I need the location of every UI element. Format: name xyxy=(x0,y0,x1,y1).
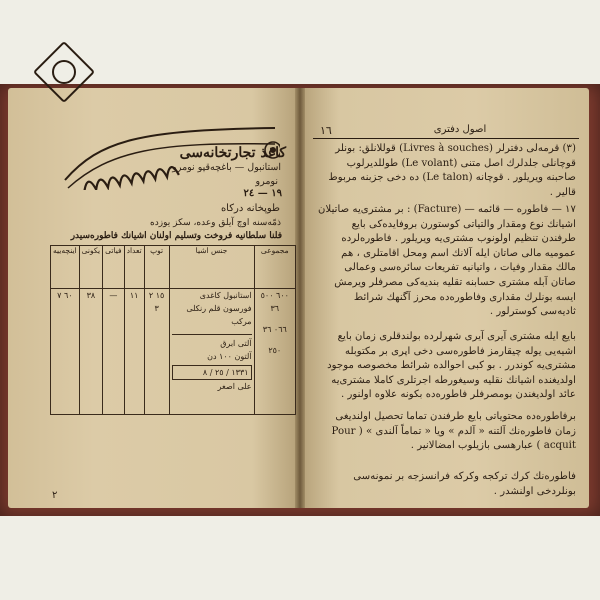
amount: ٠٦٦ ٣٦ xyxy=(262,325,287,335)
table-cell xyxy=(169,289,254,415)
table-header: تعداد xyxy=(124,246,144,289)
company-title: كاغذ تجارتخانه‌سی xyxy=(179,145,286,161)
table-row xyxy=(51,289,296,415)
table-header: یکونی xyxy=(79,246,102,289)
table-cell: ٣٨ xyxy=(79,289,102,415)
page-number-left: ٢ xyxy=(52,490,58,501)
running-head: اصول دفتری xyxy=(433,124,487,135)
paragraph-final: فاطوره‌نك كرك ترکجه وکرکه فرانسزجه بر نمونه‌سی بونلردخی اولنشدر . xyxy=(353,471,576,497)
paragraph-17-invoice: ١٧ — فاطوره — قائمه — (Facture) : بر مشتری‌یه صاتیلان اشیانك نوع ومقدار والتیاتی کوستورن بروفایده‌کی بایع طرفندن تنظیم اولونوب مشتری‌یه ويريلور . فاطوره‌لرده عمومیه مالی صاتان ایله آلانك اسم ومحل اقامتلری ، هم مالك مقدار وفیات ، واتیانیه تفریعات سائره‌سی وعمالی صاتان آبله مشتری حسابنه تقلیه بندیه‌کی مصرفلر ويرمش ايسه بونلرك مقداری وفاطوره‌ده محرز آگنهك شرائط ثادیه‌سی کوسترلور . xyxy=(318,204,576,318)
book-gutter xyxy=(295,88,305,508)
page-number-right: ١٦ xyxy=(320,124,332,137)
table-cell xyxy=(254,289,295,415)
paragraph-3: (٣) قرمه‌لی دفترلر (Livres à souches) قوللانلق: بونلر قوچانلی جلدلرك اصل متنی (Le volant) طوللدیرلوب صاحبنه ويريلور . قوچانه (Le talon) ده دخی جزبنه مربوط قالیر . xyxy=(328,143,576,198)
table-header: فیاتی xyxy=(103,246,124,289)
amount: ٦٠٠ ٥٠٠ ٣٦ xyxy=(260,291,289,314)
address-line: استانبول — باغچه‌قپو نومرو xyxy=(172,162,281,173)
table-header: اینچه‌ییه xyxy=(51,246,80,289)
note: آلتون ١٠٠ دن xyxy=(207,352,252,362)
note: علی اصغر xyxy=(217,382,252,392)
table-cell: ١٥ ٢ ٣ xyxy=(144,289,169,415)
order-line: فلنا سلطانیه فروخت وتسلیم اولنان اشيانك فاطوره‌سیدر xyxy=(70,231,282,241)
table-header: توپ xyxy=(144,246,169,289)
item-list: استانبول کاغدی فورسون قلم رنکلی مرکب xyxy=(186,291,252,327)
table-header-row xyxy=(51,246,296,289)
total-amount: ٢٥٠ xyxy=(268,346,282,356)
table-cell: — xyxy=(103,289,124,415)
invoice-table xyxy=(50,245,296,415)
customer-line: طوپخانه درکاه xyxy=(220,203,280,214)
paragraph-invoice-receipt: برفاطوره‌ده محتویاتی بایع طرفندن تماما تحصیل اولندیغی زمان فاطوره‌نك آلتنه « آلدم » ویا « تماماً آلندی » ( Pour acquit ) عبارهسی بازیلوب امضالانیر . xyxy=(331,411,576,452)
table-header: جنس اشیا xyxy=(169,246,254,289)
table-cell: ٦٠ ٧ xyxy=(51,289,80,415)
paragraph-buyer: بايع ايله مشتری آیری آیری شهرلرده بولندقلری زمان بايع اشیه‌یی یوله چیقارمز فاطوره‌سی دخی اپری بر مکتوبله مشتری‌یه کوندرر . بو کبی احوالده شرائط مخصوصه موجود اولدیغنده اشیانك نقلیه وسیغورطه اجرتلری کاملا مشتری‌یه عائد اولدیغندن بومصرفلر فاطوره‌ده بکونه علاوه اولنور . xyxy=(327,331,576,401)
table-header: مجموعی xyxy=(254,246,295,289)
table-cell: ١١ xyxy=(124,289,144,415)
note: ١٣٣١ / ٢٥ / ٨ xyxy=(172,365,252,380)
number-line: نومرو xyxy=(255,176,278,187)
terms-line: ذمّه‌سنه اوچ آیلق وعده، سکز يوزده xyxy=(150,218,281,228)
date-line: ١٩ — ٢٤ xyxy=(243,188,282,199)
note: آلتی ابرق xyxy=(220,339,252,349)
